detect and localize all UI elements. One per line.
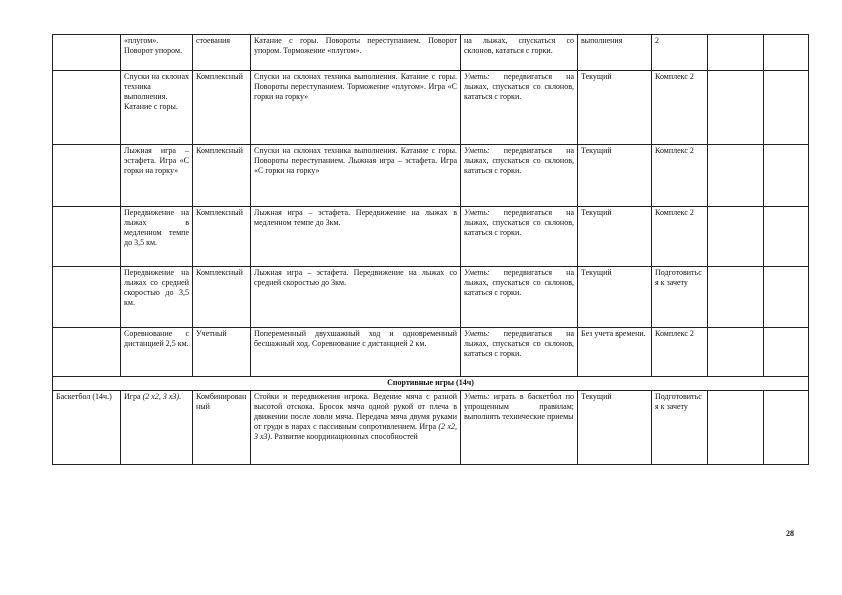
section-cell bbox=[53, 145, 121, 207]
control-type-cell: Текущий bbox=[578, 391, 652, 465]
lesson-type-cell: Комплексный bbox=[193, 145, 251, 207]
lesson-topic-cell: «плугом». Поворот упором. bbox=[121, 35, 193, 71]
requirements-cell bbox=[461, 207, 578, 267]
lesson-topic-cell: Спуски на склонах техника выполнения. Катание с горы. bbox=[121, 71, 193, 145]
lesson-plan-table bbox=[52, 34, 809, 465]
date-fact-cell bbox=[764, 207, 809, 267]
content-text: Стойки и передвижения игрока. Ведение мяча с разной высотой отскока. Бросок мяча одной рукой от плеча в движении после ловли мяча. Передача мяча двумя руками от груди в парах с пассивным сопротивлением. Игра bbox=[254, 392, 457, 431]
requirements-lead: Уметь: bbox=[464, 72, 490, 81]
requirements-text: передвигаться на лыжах, спускаться со склонов, кататься с горки. bbox=[464, 208, 574, 237]
section-title: Спортивные игры (14ч) bbox=[53, 377, 809, 391]
homework-cell: Комплекс 2 bbox=[652, 207, 708, 267]
section-cell bbox=[53, 207, 121, 267]
control-type-cell: выполнения bbox=[578, 35, 652, 71]
section-cell bbox=[53, 71, 121, 145]
requirements-cell bbox=[461, 328, 578, 377]
control-type-cell: Текущий bbox=[578, 145, 652, 207]
requirements-text: играть в баскетбол по упрощенным правилам; выполнять технические приемы bbox=[464, 392, 574, 421]
table-row bbox=[53, 145, 809, 207]
requirements-lead: Уметь: bbox=[464, 208, 490, 217]
homework-cell: Комплекс 2 bbox=[652, 145, 708, 207]
table-row bbox=[53, 71, 809, 145]
control-type-cell: Текущий bbox=[578, 267, 652, 328]
date-plan-cell bbox=[708, 35, 764, 71]
lesson-content-cell: Попеременный двухшажный ход и одновременный бесшажный ход. Соревнование с дистанцией 2 км. bbox=[251, 328, 461, 377]
date-fact-cell bbox=[764, 391, 809, 465]
lesson-topic-cell bbox=[121, 391, 193, 465]
requirements-lead: Уметь: bbox=[464, 329, 490, 338]
lesson-topic-cell: Передвижение на лыжах со средней скоростью до 3,5 км. bbox=[121, 267, 193, 328]
section-cell: Баскетбол (14ч.) bbox=[53, 391, 121, 465]
requirements-text: передвигаться на лыжах, спускаться со склонов, кататься с горки. bbox=[464, 72, 574, 101]
requirements-text: на лыжах, спускаться со склонов, кататься с горки. bbox=[464, 36, 574, 55]
table-row bbox=[53, 391, 809, 465]
date-fact-cell bbox=[764, 35, 809, 71]
lesson-type-cell: Комплексный bbox=[193, 267, 251, 328]
requirements-text: передвигаться на лыжах, спускаться со склонов, кататься с горки. bbox=[464, 146, 574, 175]
requirements-cell bbox=[461, 145, 578, 207]
requirements-cell bbox=[461, 267, 578, 328]
date-fact-cell bbox=[764, 267, 809, 328]
lesson-content-cell: Лыжная игра – эстафета. Передвижение на лыжах со средней скоростью до 3км. bbox=[251, 267, 461, 328]
page-number: 28 bbox=[786, 529, 794, 538]
lesson-topic-cell: Лыжная игра – эстафета. Игра «С горки на горку» bbox=[121, 145, 193, 207]
lesson-topic-cell: Передвижение на лыжах в медленном темпе до 3,5 км. bbox=[121, 207, 193, 267]
lesson-content-cell: Спуски на склонах техника выполнения. Катание с горы. Повороты переступанием. Торможение «плугом». Игра «С горки на горку» bbox=[251, 71, 461, 145]
lesson-type-cell: Комплексный bbox=[193, 207, 251, 267]
date-plan-cell bbox=[708, 71, 764, 145]
topic-tail: . bbox=[179, 392, 182, 401]
content-format: (2 х2, 3 х3) bbox=[254, 422, 458, 441]
date-plan-cell bbox=[708, 207, 764, 267]
topic-format: (2 х2, 3 х3) bbox=[142, 392, 180, 401]
section-cell bbox=[53, 35, 121, 71]
lesson-type-cell: стоевания bbox=[193, 35, 251, 71]
requirements-lead: Уметь: bbox=[464, 268, 490, 277]
content-tail: . Развитие координационных способностей bbox=[270, 432, 418, 441]
lesson-type-cell: Учетный bbox=[193, 328, 251, 377]
lesson-type-cell: Комбинированный bbox=[193, 391, 251, 465]
requirements-text: передвигаться на лыжах, спускаться со склонов, кататься с горки. bbox=[464, 329, 574, 358]
date-plan-cell bbox=[708, 267, 764, 328]
control-type-cell: Текущий bbox=[578, 207, 652, 267]
homework-cell: 2 bbox=[652, 35, 708, 71]
date-plan-cell bbox=[708, 328, 764, 377]
section-cell bbox=[53, 328, 121, 377]
section-header-row bbox=[53, 377, 809, 391]
date-fact-cell bbox=[764, 71, 809, 145]
date-fact-cell bbox=[764, 145, 809, 207]
lesson-content-cell bbox=[251, 391, 461, 465]
requirements-cell bbox=[461, 391, 578, 465]
control-type-cell: Без учета времени. bbox=[578, 328, 652, 377]
lesson-content-cell: Спуски на склонах техника выполнения. Катание с горы. Повороты переступанием. Лыжная игра – эстафета. Игра «С горки на горку» bbox=[251, 145, 461, 207]
control-type-cell: Текущий bbox=[578, 71, 652, 145]
requirements-cell bbox=[461, 71, 578, 145]
lesson-topic-cell: Соревнование с дистанцией 2,5 км. bbox=[121, 328, 193, 377]
date-fact-cell bbox=[764, 328, 809, 377]
requirements-cell bbox=[461, 35, 578, 71]
section-cell bbox=[53, 267, 121, 328]
homework-cell: Комплекс 2 bbox=[652, 328, 708, 377]
table-row bbox=[53, 35, 809, 71]
homework-cell: Комплекс 2 bbox=[652, 71, 708, 145]
lesson-content-cell: Лыжная игра – эстафета. Передвижение на лыжах в медленном темпе до 3км. bbox=[251, 207, 461, 267]
requirements-lead: Уметь: bbox=[464, 146, 490, 155]
homework-cell: Подготовиться к зачету bbox=[652, 391, 708, 465]
lesson-type-cell: Комплексный bbox=[193, 71, 251, 145]
date-plan-cell bbox=[708, 145, 764, 207]
table-row bbox=[53, 207, 809, 267]
requirements-text: передвигаться на лыжах, спускаться со склонов, кататься с горки. bbox=[464, 268, 574, 297]
table-row bbox=[53, 267, 809, 328]
table-row bbox=[53, 328, 809, 377]
topic-text: Игра bbox=[124, 392, 143, 401]
requirements-lead: Уметь: bbox=[464, 392, 490, 401]
lesson-content-cell: Катание с горы. Повороты переступанием. Поворот упором. Торможение «плугом». bbox=[251, 35, 461, 71]
date-plan-cell bbox=[708, 391, 764, 465]
homework-cell: Подготовиться к зачету bbox=[652, 267, 708, 328]
